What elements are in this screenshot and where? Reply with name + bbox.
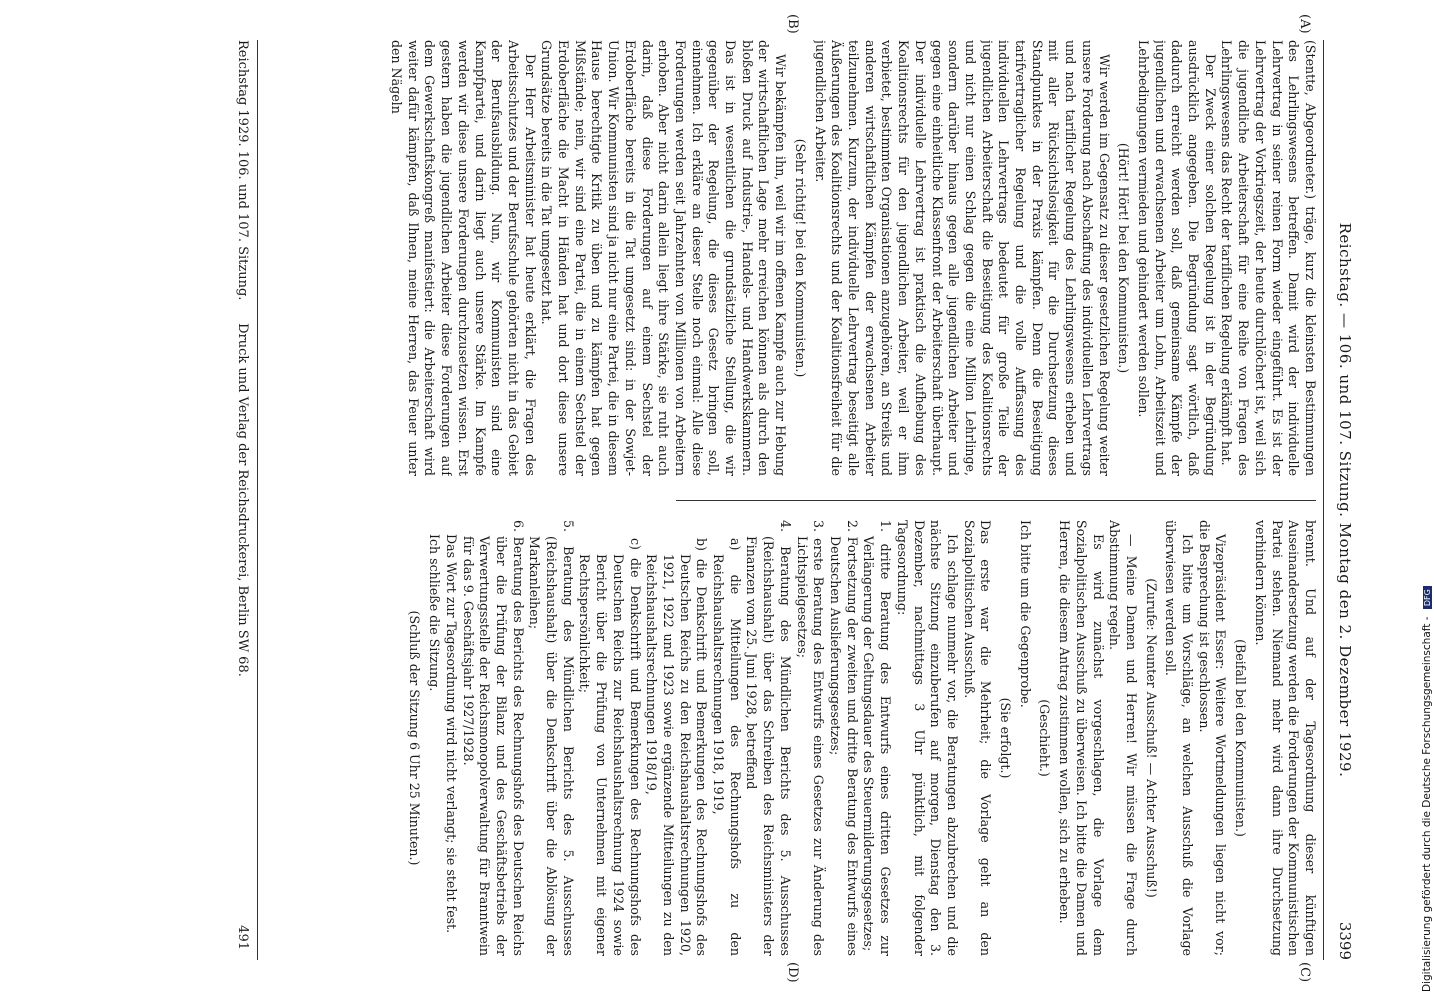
paragraph: (Stentte, Abgeordneter.) träge, kurz die kleinsten Bestimmungen des Lehrlingswesens betreffen. Damit wird der individuelle Lehrvertrag in seiner reinen Form wieder eingeführt. Es ist der Lehrvertrag der Vorkriegszeit, der heute durchlöchert ist, weil sich die jugendliche Arbeiterschaft für eine Reihe von Fragen des Lehrlingswesens das Recht der tariflichen Regelung erkämpft hat. (1219, 40, 1318, 476)
footer-rule (257, 40, 258, 960)
paragraph: Das Wort zur Tagesordnung wird nicht verlangt; sie steht fest. (443, 534, 459, 934)
agenda-item: 1. dritte Beratung des Entwurfs eines dritten Gesetzes zur Verlängerung der Geltungsdauer des Steuermilderungsgesetzes; (861, 520, 894, 956)
interjection: (Beifall bei den Kommunisten.) (1233, 639, 1249, 837)
interjection: (Geschieht.) (1037, 699, 1053, 777)
header-title: Reichstag. — 106. und 107. Sitzung. Montag den 2. Dezember 1929. (1336, 222, 1354, 778)
paragraph: — Meine Damen und Herren! Wir müssen die Frage durch Abstimmung regeln. (1107, 520, 1139, 956)
digitization-note (1421, 12, 1434, 992)
margin-marker-b: (B) (785, 14, 800, 34)
agenda-item: 4. Beratung des Mündlichen Berichts des 5. Ausschusses (Reichshaushalt) über das Schreiben des Reichsministers der Finanzen vom 25. Juni 1928, betreffend (744, 520, 793, 956)
rotated-page-content (70, 0, 1360, 1000)
margin-marker-c: (C) (1297, 962, 1312, 983)
digitization-note-text: Digitalisierung gefördert durch die Deutsche Forschungsgemeinschaft - (1421, 616, 1433, 992)
header-page-number: 3399 (1336, 921, 1354, 960)
paragraph: Ich schlage nunmehr vor, die Beratungen abzubrechen und die nächste Sitzung einzuberufen auf morgen, Dienstag den 3. Dezember, nachmittags 3 Uhr pünktlich, mit folgender Tagesordnung: (894, 520, 960, 956)
margin-marker-d: (D) (785, 962, 800, 983)
interjection: (Zurufe: Neunter Ausschuß! — Achter Ausschuß!) (1143, 578, 1159, 898)
header-rule (1323, 40, 1324, 960)
footer-session: Reichstag 1929. 106. und 107. Sitzung. (235, 40, 250, 301)
agenda-item: 6. Beratung des Berichts des Rechnungshofs des Deutschen Reichs über die Prüfung der Bilanz und des Geschäftsbetriebs der Verwertungsstelle der Reichsmonopolverwaltung für Branntwein für das 9. Geschäftsjahr 1927/1928. (460, 520, 526, 956)
footer-printer: Druck und Verlag der Reichsdruckerei, Berlin SW 68. (235, 323, 250, 677)
paragraph: Ich schließe die Sitzung. (427, 534, 443, 692)
paragraph: brennt. Und auf der Tagesordnung dieser künftigen Auseinandersetzung werden die Forderungen der Kommunistischen Partei stehen. Niemand mehr wird dann ihre Durchsetzung verhindern können. (1252, 520, 1318, 956)
paragraph: Das erste war die Mehrheit; die Vorlage geht an den Sozialpolitischen Ausschuß. (961, 520, 994, 956)
paragraph: Ich bitte um Vorschläge, an welchen Ausschuß die Vorlage überwiesen werden soll. (1163, 520, 1196, 956)
paragraph: Vizepräsident Esser: Weitere Wortmeldungen liegen nicht vor; die Besprechung ist geschlossen. (1196, 520, 1229, 956)
paragraph: Ich bitte um die Gegenprobe. (1017, 520, 1033, 708)
agenda-item: a) die Mitteilungen des Rechnungshofs zu den Reichshaushaltsrechnungen 1918, 1919, (711, 538, 743, 956)
right-column (263, 520, 1318, 956)
column-divider (676, 500, 1316, 501)
paragraph: Wir bekämpfen ihn, weil wir im offenen Kampfe auch zur Hebung der wirtschaftlichen Lage mehr erreichen können als durch den bloßen Druck auf Industrie-, Handels- und Handwerkskammern. Das ist in wesentlichen die grundsätzliche Stellung, die wir gegenüber der Regelung, die dieses Gesetz bringen soll, einnehmen. Ich erkläre an dieser Stelle noch einmal: Alle diese Forderungen werden seit Jahrzehnten von Millionen von Arbeitern erhoben. Aber nicht darin allein liegt ihre Stärke, sie ruht auch darin, daß diese Forderungen auf einem Sechstel der Erdoberfläche bereits in die Tat umgesetzt sind: in der Sowjet-Union. Wir Kommunisten sind ja nicht nur eine Partei, die in diesem Hause berechtigte Kritik zu üben und zu kämpfen hat gegen Mißstände; nein, wir sind eine Partei, die in einem Sechstel der Erdoberfläche die Macht in Händen hat und dort diese unsere Grundsätze bereits in die Tat umgesetzt hat. (539, 40, 789, 476)
page-footer (230, 40, 250, 960)
dfg-logo: DFG (1423, 586, 1432, 609)
margin-marker-a: (A) (1297, 14, 1312, 34)
paragraph: Es wird zunächst vorgeschlagen, die Vorlage dem Sozialpolitischen Ausschuß zu überweisen. Ich bitte die Damen und Herren, die diesem Antrag zustimmen wollen, sich zu erheben. (1057, 520, 1106, 956)
agenda-item: 3. erste Beratung des Entwurfs eines Gesetzes zur Änderung des Lichtspielgesetzes; (794, 520, 827, 956)
interjection: (Schluß der Sitzung 6 Uhr 25 Minuten.) (407, 610, 423, 866)
interjection: (Hört! Hört! bei den Kommunisten.) (1116, 142, 1132, 374)
agenda-item: c) die Denkschrift und Bemerkungen des Rechnungshofs des Deutschen Reichs zur Reichshaushaltsrechnung 1924 sowie Bericht über die Prüfung von Unternehmen mit eigener Rechtspersönlichkeit; (577, 538, 643, 956)
page-header (1328, 40, 1354, 960)
paragraph: Wir werden im Gegensatz zu dieser gesetzlichen Regelung weiter unsere Forderung nach Abschaffung des individuellen Lehrvertrags und nach tariflicher Regelung des Lehrlingswesens erheben und mit aller Rücksichtslosigkeit für die Durchsetzung dieses Standpunktes in der Praxis kämpfen. Denn die Beseitigung tarifvertraglicher Regelung und die volle Auffassung des individuellen Lehrvertrags bedeutet für große Teile der jugendlichen Arbeiterschaft die Beseitigung des Koalitionsrechts und nicht nur einen Schlag gegen die eine Million Lehrlinge, sondern darüber hinaus gegen alle jugendlichen Arbeiter und gegen eine einheitliche Klassenfront der Arbeiterschaft überhaupt. Der individuelle Lehrvertrag ist praktisch die Aufhebung des Koalitionsrechts für den jugendlichen Arbeiter, weil er ihm verbietet, bestimmten Organisationen anzugehören, an Streiks und anderen wirtschaftlichen Kämpfen der erwachsenen Arbeiter teilzunehmen. Kurzum, der individuelle Lehrvertrag beseitigt alle Äußerungen des Koalitionsrechts und der Koalitionsfreiheit für die jugendlichen Arbeiter. (812, 40, 1112, 476)
interjection: (Sehr richtig! bei den Kommunisten.) (792, 138, 808, 378)
paragraph: Der Herr Arbeitsminister hat heute erklärt, die Fragen des Arbeitsschutzes und der Berufsschule gehörten nicht in das Gebiet der Berufsausbildung. Nun, wir Kommunisten sind eine Kampfpartei, und darin liegt auch unsere Stärke. Im Kampfe werden wir diese unsere Forderungen durchzusetzen wissen. Erst gestern haben die jugendlichen Arbeiter diese Forderungen auf dem Gewerkschaftskongreß manifestiert: die Arbeiterschaft wird weiter dafür kämpfen, daß Ihnen, meine Herren, das Feuer unter den Nägeln (389, 40, 538, 476)
agenda-item: 5. Beratung des Mündlichen Berichts des 5. Ausschusses (Reichshaushalt) über die Denkschrift über die Ablösung der Markanleihen; (527, 520, 576, 956)
agenda-item: b) die Denkschrift und Bemerkungen des Rechnungshofs des Deutschen Reichs zu den Reichshaushaltsrechnungen 1920, 1921, 1922 und 1923 sowie ergänzende Mitteilungen zu den Reichshaushaltsrechnungen 1918/19, (644, 538, 710, 956)
footer-page-number: 491 (235, 925, 250, 950)
paragraph: Der Zweck einer solchen Regelung ist in der Begründung ausdrücklich angegeben. Die Begründung sagt wörtlich, daß dadurch erreicht werden soll, daß gemeinsame Kämpfe der jugendlichen und erwachsenen Arbeiter um Lohn, Arbeitszeit und Lehrbedingungen vermieden und gehindert werden sollen. (1135, 40, 1218, 476)
agenda-item: 2. Fortsetzung der zweiten und dritte Beratung des Entwurfs eines Deutschen Auslieferungsgesetzes; (828, 520, 860, 956)
left-column (263, 40, 1318, 476)
interjection: (Sie erfolgt.) (998, 697, 1014, 779)
